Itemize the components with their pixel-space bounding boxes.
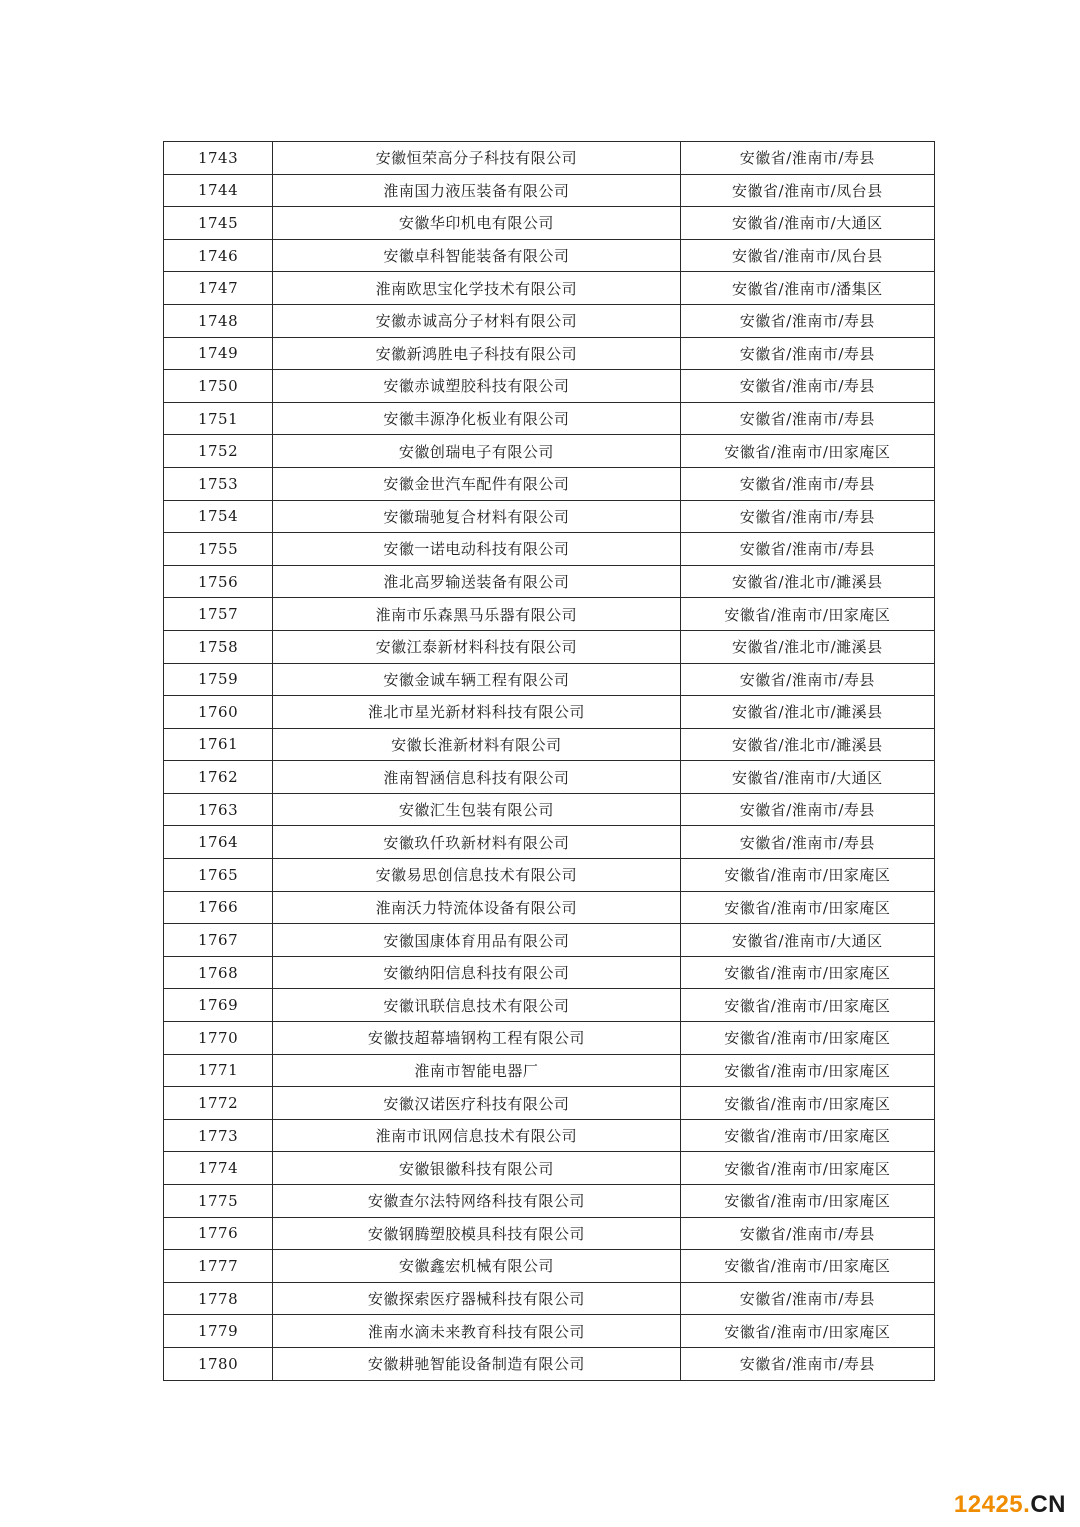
location-cell: 安徽省/淮南市/寿县: [680, 500, 934, 533]
location-cell: 安徽省/淮南市/田家庵区: [680, 859, 934, 892]
location-cell: 安徽省/淮南市/寿县: [680, 467, 934, 500]
location-cell: 安徽省/淮南市/田家庵区: [680, 1315, 934, 1348]
row-number-cell: 1777: [164, 1250, 273, 1283]
row-number-cell: 1744: [164, 174, 273, 207]
company-name-cell: 安徽新鸿胜电子科技有限公司: [273, 337, 681, 370]
company-name-cell: 安徽鑫宏机械有限公司: [273, 1250, 681, 1283]
company-name-cell: 淮南智涵信息科技有限公司: [273, 761, 681, 794]
row-number-cell: 1747: [164, 272, 273, 305]
enterprise-table: [163, 141, 935, 1381]
location-cell: 安徽省/淮北市/濉溪县: [680, 565, 934, 598]
company-name-cell: 安徽瑞驰复合材料有限公司: [273, 500, 681, 533]
location-cell: 安徽省/淮南市/寿县: [680, 533, 934, 566]
row-number-cell: 1766: [164, 891, 273, 924]
company-name-cell: 安徽玖仟玖新材料有限公司: [273, 826, 681, 859]
row-number-cell: 1770: [164, 1022, 273, 1055]
table-row: [164, 598, 935, 631]
company-name-cell: 安徽恒荣高分子科技有限公司: [273, 142, 681, 175]
row-number-cell: 1763: [164, 793, 273, 826]
watermark-dot: .: [1023, 1491, 1031, 1518]
location-cell: 安徽省/淮南市/田家庵区: [680, 956, 934, 989]
company-name-cell: 安徽汇生包装有限公司: [273, 793, 681, 826]
location-cell: 安徽省/淮南市/田家庵区: [680, 1152, 934, 1185]
location-cell: 安徽省/淮南市/寿县: [680, 1217, 934, 1250]
company-name-cell: 淮北市星光新材料科技有限公司: [273, 696, 681, 729]
location-cell: 安徽省/淮南市/大通区: [680, 761, 934, 794]
location-cell: 安徽省/淮南市/寿县: [680, 1347, 934, 1380]
company-name-cell: 安徽易思创信息技术有限公司: [273, 859, 681, 892]
company-name-cell: 安徽江泰新材料科技有限公司: [273, 630, 681, 663]
company-name-cell: 淮南水滴未来教育科技有限公司: [273, 1315, 681, 1348]
row-number-cell: 1760: [164, 696, 273, 729]
table-row: [164, 630, 935, 663]
location-cell: 安徽省/淮南市/田家庵区: [680, 435, 934, 468]
row-number-cell: 1775: [164, 1185, 273, 1218]
row-number-cell: 1759: [164, 663, 273, 696]
table-row: [164, 1250, 935, 1283]
row-number-cell: 1774: [164, 1152, 273, 1185]
row-number-cell: 1780: [164, 1347, 273, 1380]
row-number-cell: 1751: [164, 402, 273, 435]
watermark-number: 12425: [953, 1491, 1024, 1518]
table-row: [164, 1087, 935, 1120]
table-row: [164, 1152, 935, 1185]
table-row: [164, 174, 935, 207]
table-row: [164, 663, 935, 696]
row-number-cell: 1755: [164, 533, 273, 566]
location-cell: 安徽省/淮南市/凤台县: [680, 239, 934, 272]
table-row: [164, 1119, 935, 1152]
company-name-cell: 安徽技超幕墙钢构工程有限公司: [273, 1022, 681, 1055]
row-number-cell: 1765: [164, 859, 273, 892]
row-number-cell: 1762: [164, 761, 273, 794]
row-number-cell: 1758: [164, 630, 273, 663]
table-row: [164, 239, 935, 272]
table-row: [164, 696, 935, 729]
row-number-cell: 1746: [164, 239, 273, 272]
site-watermark: [954, 1491, 1066, 1519]
company-name-cell: 安徽金世汽车配件有限公司: [273, 467, 681, 500]
company-name-cell: 安徽汉诺医疗科技有限公司: [273, 1087, 681, 1120]
table-row: [164, 761, 935, 794]
row-number-cell: 1745: [164, 207, 273, 240]
company-name-cell: 安徽纳阳信息科技有限公司: [273, 956, 681, 989]
row-number-cell: 1761: [164, 728, 273, 761]
table-row: [164, 337, 935, 370]
location-cell: 安徽省/淮南市/凤台县: [680, 174, 934, 207]
table-row: [164, 1185, 935, 1218]
location-cell: 安徽省/淮南市/田家庵区: [680, 1087, 934, 1120]
company-name-cell: 淮南沃力特流体设备有限公司: [273, 891, 681, 924]
table-row: [164, 793, 935, 826]
row-number-cell: 1750: [164, 370, 273, 403]
table-row: [164, 1054, 935, 1087]
location-cell: 安徽省/淮北市/濉溪县: [680, 696, 934, 729]
company-name-cell: 安徽钢腾塑胶模具科技有限公司: [273, 1217, 681, 1250]
table-row: [164, 142, 935, 175]
location-cell: 安徽省/淮南市/田家庵区: [680, 1185, 934, 1218]
row-number-cell: 1757: [164, 598, 273, 631]
location-cell: 安徽省/淮南市/寿县: [680, 370, 934, 403]
location-cell: 安徽省/淮南市/田家庵区: [680, 891, 934, 924]
company-name-cell: 淮南市智能电器厂: [273, 1054, 681, 1087]
company-name-cell: 安徽赤诚塑胶科技有限公司: [273, 370, 681, 403]
table-row: [164, 533, 935, 566]
table-row: [164, 1315, 935, 1348]
table-row: [164, 370, 935, 403]
company-name-cell: 安徽耕驰智能设备制造有限公司: [273, 1347, 681, 1380]
row-number-cell: 1753: [164, 467, 273, 500]
table-row: [164, 728, 935, 761]
location-cell: 安徽省/淮南市/田家庵区: [680, 989, 934, 1022]
table-body: [164, 142, 935, 1381]
table-row: [164, 402, 935, 435]
row-number-cell: 1776: [164, 1217, 273, 1250]
row-number-cell: 1771: [164, 1054, 273, 1087]
table-row: [164, 891, 935, 924]
table-row: [164, 956, 935, 989]
table-row: [164, 1217, 935, 1250]
row-number-cell: 1752: [164, 435, 273, 468]
company-name-cell: 淮南市讯网信息技术有限公司: [273, 1119, 681, 1152]
row-number-cell: 1773: [164, 1119, 273, 1152]
row-number-cell: 1767: [164, 924, 273, 957]
row-number-cell: 1768: [164, 956, 273, 989]
company-name-cell: 安徽赤诚高分子材料有限公司: [273, 304, 681, 337]
company-name-cell: 安徽探索医疗器械科技有限公司: [273, 1282, 681, 1315]
location-cell: 安徽省/淮南市/潘集区: [680, 272, 934, 305]
company-name-cell: 安徽一诺电动科技有限公司: [273, 533, 681, 566]
location-cell: 安徽省/淮南市/大通区: [680, 207, 934, 240]
table-row: [164, 924, 935, 957]
table-row: [164, 826, 935, 859]
table-row: [164, 435, 935, 468]
table-row: [164, 859, 935, 892]
company-name-cell: 安徽查尔法特网络科技有限公司: [273, 1185, 681, 1218]
location-cell: 安徽省/淮南市/田家庵区: [680, 598, 934, 631]
row-number-cell: 1764: [164, 826, 273, 859]
company-name-cell: 安徽丰源净化板业有限公司: [273, 402, 681, 435]
location-cell: 安徽省/淮北市/濉溪县: [680, 630, 934, 663]
location-cell: 安徽省/淮南市/田家庵区: [680, 1119, 934, 1152]
company-name-cell: 淮南市乐森黑马乐器有限公司: [273, 598, 681, 631]
company-name-cell: 安徽金诚车辆工程有限公司: [273, 663, 681, 696]
row-number-cell: 1779: [164, 1315, 273, 1348]
company-name-cell: 淮南欧思宝化学技术有限公司: [273, 272, 681, 305]
table-row: [164, 565, 935, 598]
table-row: [164, 1347, 935, 1380]
table-row: [164, 467, 935, 500]
company-name-cell: 安徽华印机电有限公司: [273, 207, 681, 240]
location-cell: 安徽省/淮南市/寿县: [680, 402, 934, 435]
table-row: [164, 1022, 935, 1055]
location-cell: 安徽省/淮南市/寿县: [680, 142, 934, 175]
table-row: [164, 989, 935, 1022]
table-row: [164, 1282, 935, 1315]
table-row: [164, 272, 935, 305]
location-cell: 安徽省/淮南市/寿县: [680, 1282, 934, 1315]
location-cell: 安徽省/淮北市/濉溪县: [680, 728, 934, 761]
location-cell: 安徽省/淮南市/寿县: [680, 337, 934, 370]
company-name-cell: 安徽长淮新材料有限公司: [273, 728, 681, 761]
row-number-cell: 1754: [164, 500, 273, 533]
location-cell: 安徽省/淮南市/大通区: [680, 924, 934, 957]
company-name-cell: 安徽国康体育用品有限公司: [273, 924, 681, 957]
row-number-cell: 1769: [164, 989, 273, 1022]
row-number-cell: 1772: [164, 1087, 273, 1120]
table-row: [164, 304, 935, 337]
company-name-cell: 安徽创瑞电子有限公司: [273, 435, 681, 468]
watermark-tld: CN: [1030, 1491, 1066, 1518]
location-cell: 安徽省/淮南市/田家庵区: [680, 1054, 934, 1087]
location-cell: 安徽省/淮南市/寿县: [680, 663, 934, 696]
row-number-cell: 1756: [164, 565, 273, 598]
row-number-cell: 1743: [164, 142, 273, 175]
table-row: [164, 207, 935, 240]
company-name-cell: 淮北高罗输送装备有限公司: [273, 565, 681, 598]
row-number-cell: 1748: [164, 304, 273, 337]
row-number-cell: 1749: [164, 337, 273, 370]
row-number-cell: 1778: [164, 1282, 273, 1315]
company-name-cell: 安徽卓科智能装备有限公司: [273, 239, 681, 272]
company-name-cell: 淮南国力液压装备有限公司: [273, 174, 681, 207]
company-name-cell: 安徽银徽科技有限公司: [273, 1152, 681, 1185]
location-cell: 安徽省/淮南市/寿县: [680, 793, 934, 826]
location-cell: 安徽省/淮南市/寿县: [680, 826, 934, 859]
location-cell: 安徽省/淮南市/寿县: [680, 304, 934, 337]
location-cell: 安徽省/淮南市/田家庵区: [680, 1022, 934, 1055]
location-cell: 安徽省/淮南市/田家庵区: [680, 1250, 934, 1283]
company-name-cell: 安徽讯联信息技术有限公司: [273, 989, 681, 1022]
table-row: [164, 500, 935, 533]
